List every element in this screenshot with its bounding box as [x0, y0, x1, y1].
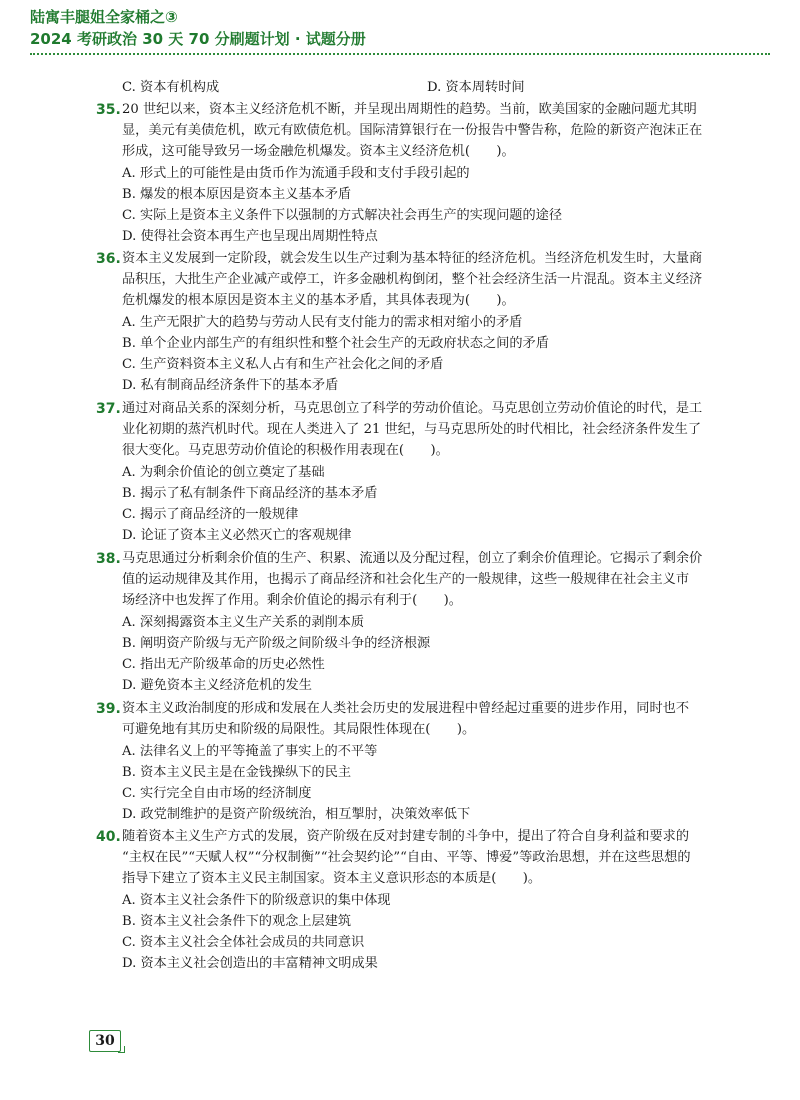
option-d: D. 政党制维护的是资产阶级统治，相互掣肘，决策效率低下 [122, 807, 471, 822]
question-number: 39. [96, 701, 121, 717]
question-stem-line: 随着资本主义生产方式的发展，资产阶级在反对封建专制的斗争中，提出了符合自身利益和要求的 [122, 829, 690, 844]
option-c: C. 资本主义社会全体社会成员的共同意识 [122, 935, 365, 950]
option-c: C. 生产资料资本主义私人占有和生产社会化之间的矛盾 [122, 357, 444, 372]
option-b: B. 揭示了私有制条件下商品经济的基本矛盾 [122, 486, 378, 501]
option-c: C. 资本有机构成 [122, 80, 220, 95]
option-b: B. 爆发的根本原因是资本主义基本矛盾 [122, 187, 352, 202]
option-a: A. 法律名义上的平等掩盖了事实上的不平等 [122, 744, 378, 759]
option-b: B. 单个企业内部生产的有组织性和整个社会生产的无政府状态之间的矛盾 [122, 336, 549, 351]
option-b: B. 阐明资产阶级与无产阶级之间阶级斗争的经济根源 [122, 636, 431, 651]
question-number: 36. [96, 251, 121, 267]
option-d: D. 资本主义社会创造出的丰富精神文明成果 [122, 956, 378, 971]
page-header [0, 0, 800, 56]
option-c: C. 揭示了商品经济的一般规律 [122, 507, 299, 522]
question-stem-line: 场经济中也发挥了作用。剩余价值论的揭示有利于( )。 [122, 593, 462, 608]
option-a: A. 深刻揭露资本主义生产关系的剥削本质 [122, 615, 365, 630]
question-stem-line: 很大变化。马克思劳动价值论的积极作用表现在( )。 [122, 443, 449, 458]
question-stem-line: “主权在民”“天赋人权”“分权制衡”“社会契约论”“自由、平等、博爱”等政治思想，并在这些思想的 [122, 850, 691, 865]
question-stem-line: 业化初期的蒸汽机时代。现在人类进入了 21 世纪，与马克思所处的时代相比，社会经济条件发生了 [122, 422, 702, 437]
question-stem-line: 马克思通过分析剩余价值的生产、积累、流通以及分配过程，创立了剩余价值理论。它揭示了剩余价 [122, 551, 703, 566]
page-number: 30 [89, 1030, 121, 1052]
header-dotted-rule [30, 53, 770, 55]
question-number: 37. [96, 401, 121, 417]
question-stem-line: 通过对商品关系的深刻分析，马克思创立了科学的劳动价值论。马克思创立劳动价值论的时代，是工 [122, 401, 703, 416]
option-a: A. 资本主义社会条件下的阶级意识的集中体现 [122, 893, 391, 908]
option-c: C. 实行完全自由市场的经济制度 [122, 786, 312, 801]
option-d: D. 使得社会资本再生产也呈现出周期性特点 [122, 229, 378, 244]
question-stem-line: 品积压，大批生产企业减产或停工，许多金融机构倒闭，整个社会经济生活一片混乱。资本主义经济 [122, 272, 703, 287]
option-b: B. 资本主义民主是在金钱操纵下的民主 [122, 765, 352, 780]
option-c: C. 指出无产阶级革命的历史必然性 [122, 657, 325, 672]
page-number-decoration [118, 1046, 125, 1053]
question-number: 40. [96, 829, 121, 845]
question-number: 35. [96, 102, 121, 118]
option-d: D. 资本周转时间 [427, 80, 525, 95]
question-stem-line: 20 世纪以来，资本主义经济危机不断，并呈现出周期性的趋势。当前，欧美国家的金融问题尤其明 [122, 102, 697, 117]
question-stem-line: 资本主义政治制度的形成和发展在人类社会历史的发展进程中曾经起过重要的进步作用，同时也不 [122, 701, 690, 716]
option-b: B. 资本主义社会条件下的观念上层建筑 [122, 914, 352, 929]
question-stem-line: 形成，这可能导致另一场金融危机爆发。资本主义经济危机( )。 [122, 144, 515, 159]
option-d: D. 避免资本主义经济危机的发生 [122, 678, 312, 693]
question-stem-line: 资本主义发展到一定阶段，就会发生以生产过剩为基本特征的经济危机。当经济危机发生时，大量商 [122, 251, 703, 266]
question-stem-line: 值的运动规律及其作用，也揭示了商品经济和社会化生产的一般规律，这些一般规律在社会主义市 [122, 572, 690, 587]
question-stem-line: 危机爆发的根本原因是资本主义的基本矛盾，其具体表现为( )。 [122, 293, 515, 308]
option-d: D. 论证了资本主义必然灭亡的客观规律 [122, 528, 352, 543]
question-number: 38. [96, 551, 121, 567]
book-title: 2024 考研政治 30 天 70 分刷题计划 · 试题分册 [30, 30, 366, 48]
option-a: A. 形式上的可能性是由货币作为流通手段和支付手段引起的 [122, 166, 470, 181]
option-d: D. 私有制商品经济条件下的基本矛盾 [122, 378, 339, 393]
question-stem-line: 指导下建立了资本主义民主制国家。资本主义意识形态的本质是( )。 [122, 871, 542, 886]
option-c: C. 实际上是资本主义条件下以强制的方式解决社会再生产的实现问题的途径 [122, 208, 563, 223]
question-stem-line: 显，美元有美债危机，欧元有欧债危机。国际清算银行在一份报告中警告称，危险的新资产泡沫正在 [122, 123, 703, 138]
option-a: A. 为剩余价值论的创立奠定了基础 [122, 465, 325, 480]
question-stem-line: 可避免地有其历史和阶级的局限性。其局限性体现在( )。 [122, 722, 476, 737]
series-title: 陆寓丰腿姐全家桶之③ [30, 8, 178, 26]
option-a: A. 生产无限扩大的趋势与劳动人民有支付能力的需求相对缩小的矛盾 [122, 315, 523, 330]
